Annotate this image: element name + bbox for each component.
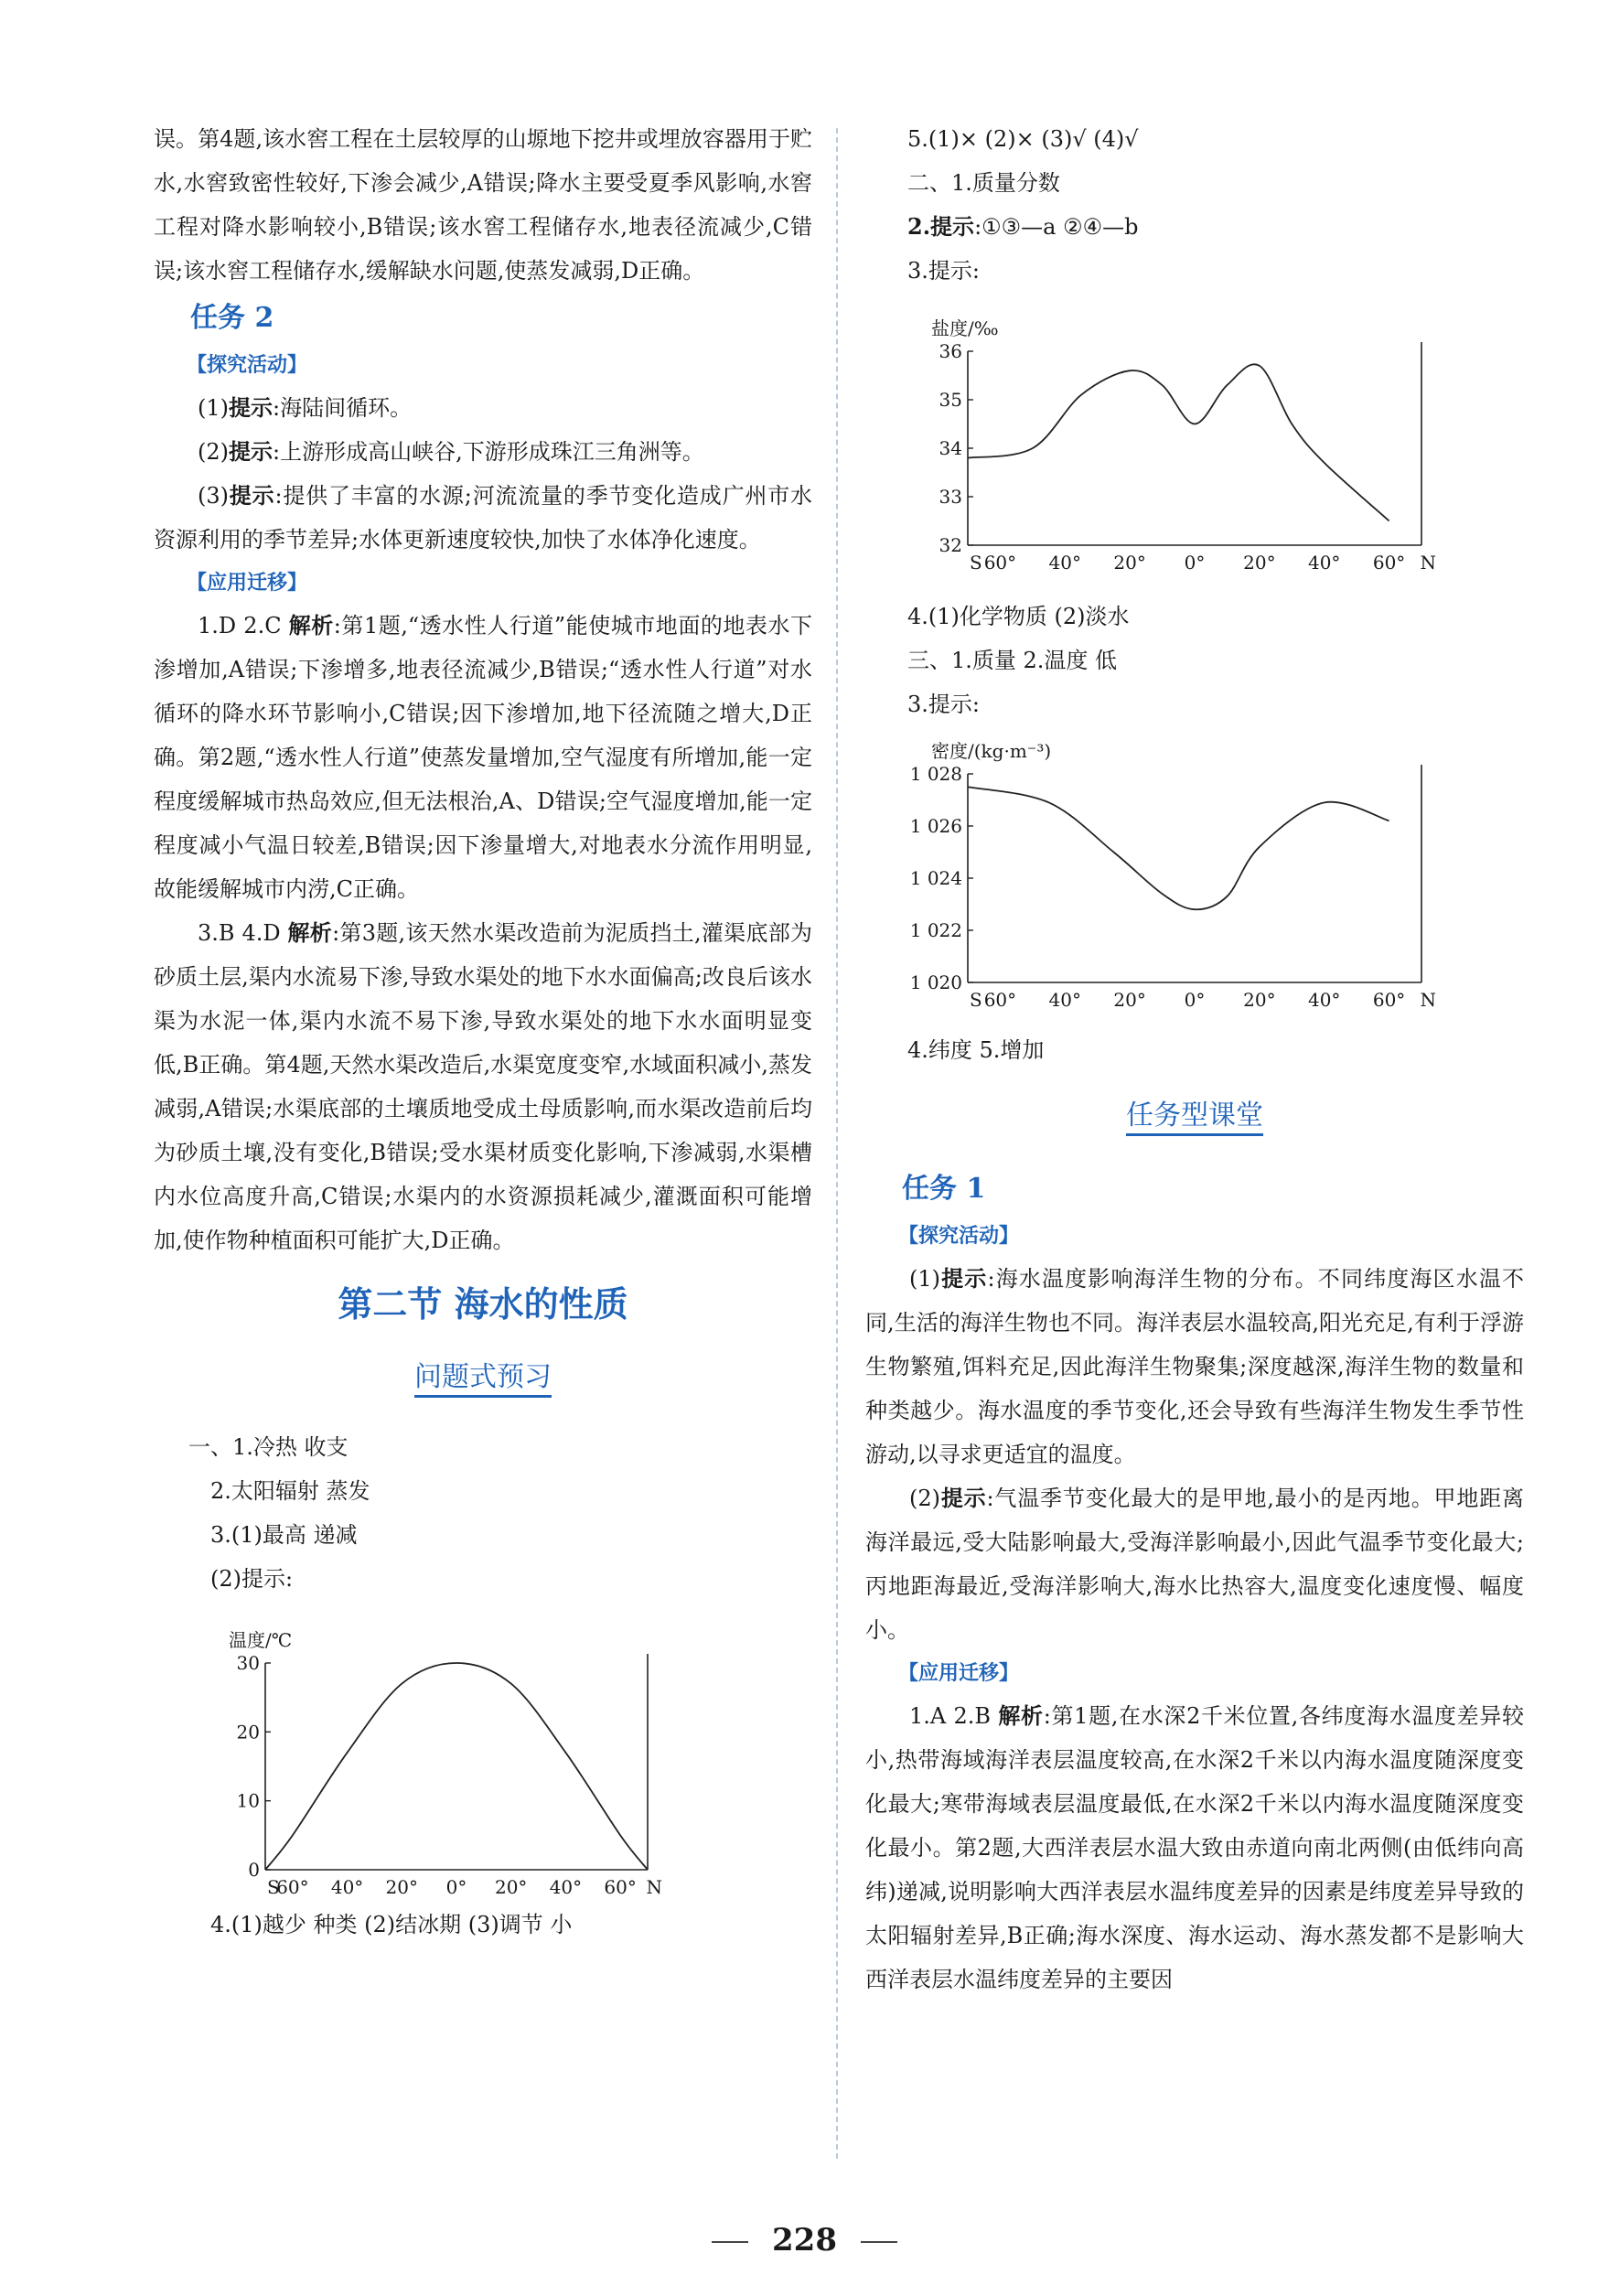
x-tick-label: 40° (1307, 989, 1341, 1011)
preview-line-2: 2.太阳辐射 蒸发 (210, 1478, 370, 1504)
x-tick-label: N (1420, 989, 1436, 1011)
y-axis-label: 密度/(kg·m⁻³) (931, 740, 1052, 762)
y-tick-label: 1 028 (909, 763, 962, 785)
preview-line-3: 3.(1)最高 递减 (210, 1522, 358, 1548)
answer-1: (1)提示:海陆间循环。 (198, 394, 413, 421)
data-curve (968, 364, 1389, 520)
x-tick-label: 40° (549, 1876, 583, 1898)
analysis-q1-q2: 1.D 2.C 解析:第1题,“透水性人行道”能使城市地面的地表水下渗增加,A错误;下渗增多,地表径流减少,B错误;“透水性人行道”对水循环的降水环节影响小,C错误;因下渗增加,地下径流随之增大,D正确。第2题,“透水性人行道”使蒸发量增加,空气湿度有所增加,能一定程度缓解城市热岛效应,但无法根治,A、D错误;空气湿度增加,能一定程度减小气温日较差,B错误;因下渗量增大,对地表水分流作用明显,故能缓解城市内涝,C正确。 (154, 612, 812, 902)
y-tick-label: 20 (236, 1721, 260, 1743)
y-tick-label: 0 (248, 1859, 260, 1881)
x-tick-label: N (1420, 552, 1436, 574)
x-tick-label: S (267, 1876, 280, 1898)
x-tick-label: 60° (1372, 552, 1406, 574)
preview-title: 问题式预习 (154, 1352, 812, 1407)
right-line-4: 3.提示: (907, 258, 980, 284)
analysis-c: 1.A 2.B 解析:第1题,在水深2千米位置,各纬度海水温度差异较小,热带海域海洋表层温度较高,在水深2千米以内海水温度随深度变化最大;寒带海域表层温度最低,在水深2千米以内海水温度随深度变化最小。第2题,大西洋表层水温大致由赤道向南北两侧(由低纬向高纬)递减,说明影响大西洋表层水温纬度差异的因素是纬度差异导致的太阳辐射差异,B正确;海水深度、海水运动、海水蒸发都不是影响大西洋表层水温纬度差异的主要因 (865, 1702, 1525, 1992)
page-number: 228 (0, 2217, 1609, 2263)
right-line-3: 2.提示:①③—a ②④—b (907, 213, 1139, 240)
y-axis-label: 盐度/‰ (931, 317, 999, 339)
y-tick-label: 34 (939, 437, 962, 459)
explore-activity-tag-2: 【探究活动】 (898, 1224, 1020, 1248)
right-line-7: 3.提示: (907, 692, 980, 717)
right-line-2: 二、1.质量分数 (907, 170, 1060, 196)
x-tick-label: 0° (1184, 552, 1206, 574)
explore-activity-tag: 【探究活动】 (187, 353, 308, 377)
x-tick-label: 20° (1243, 989, 1276, 1011)
y-tick-label: 33 (939, 486, 962, 508)
y-tick-label: 1 022 (909, 919, 962, 941)
preview-line-1: 一、1.冷热 收支 (188, 1434, 349, 1460)
class-title: 任务型课堂 (865, 1090, 1524, 1145)
x-tick-label: 60° (983, 989, 1017, 1011)
section-title: 第二节 海水的性质 (338, 1283, 628, 1325)
y-tick-label: 10 (236, 1789, 260, 1812)
page-number-dash-left (712, 2241, 748, 2243)
x-tick-label: 60° (276, 1876, 309, 1898)
answer-b1: (1)提示:海水温度影响海洋生物的分布。不同纬度海区水温不同,生活的海洋生物也不同。海洋表层水温较高,阳光充足,有利于浮游生物繁殖,饵料充足,因此海洋生物聚集;深度越深,海洋生物的数量和种类越少。海水温度的季节变化,还会导致有些海洋生物发生季节性游动,以寻求更适宜的温度。 (865, 1265, 1524, 1467)
apply-transfer-tag-2: 【应用迁移】 (898, 1661, 1020, 1685)
temperature-chart (154, 1604, 703, 1897)
x-tick-label: 40° (330, 1876, 364, 1898)
preview-line-5: 4.(1)越少 种类 (2)结冰期 (3)调节 小 (210, 1912, 573, 1937)
x-tick-label: 60° (1372, 989, 1406, 1011)
x-tick-label: 40° (1048, 989, 1082, 1011)
task-2-heading: 任务 2 (190, 302, 274, 334)
salinity-chart (865, 296, 1436, 589)
x-tick-label: 20° (385, 1876, 419, 1898)
y-tick-label: 36 (939, 340, 962, 362)
right-line-6: 三、1.质量 2.温度 低 (907, 648, 1118, 673)
y-tick-label: 1 020 (909, 971, 962, 993)
answer-2: (2)提示:上游形成高山峡谷,下游形成珠江三角洲等。 (198, 438, 704, 465)
y-axis-label: 温度/℃ (229, 1629, 293, 1651)
y-tick-label: 1 026 (909, 815, 962, 837)
y-tick-label: 30 (236, 1652, 260, 1674)
data-curve (265, 1663, 648, 1870)
apply-transfer-tag: 【应用迁移】 (187, 571, 308, 595)
right-line-1: 5.(1)× (2)× (3)√ (4)√ (907, 126, 1139, 152)
left-column (154, 117, 812, 1947)
x-tick-label: 40° (1048, 552, 1082, 574)
density-chart (865, 730, 1436, 1023)
x-tick-label: 20° (1243, 552, 1276, 574)
right-line-5: 4.(1)化学物质 (2)淡水 (907, 604, 1130, 629)
x-tick-label: 20° (1113, 989, 1146, 1011)
column-divider (836, 128, 838, 2159)
answer-3: (3)提示:提供了丰富的水源;河流流量的季节变化造成广州市水资源利用的季节差异;水体更新速度较快,加快了水体净化速度。 (154, 482, 813, 553)
x-tick-label: 20° (494, 1876, 528, 1898)
x-tick-label: 60° (983, 552, 1017, 574)
task-1-heading: 任务 1 (902, 1173, 986, 1205)
answer-b2: (2)提示:气温季节变化最大的是甲地,最小的是丙地。甲地距离海洋最远,受大陆影响最大,受海洋影响最小,因此气温季节变化最大;丙地距海最近,受海洋影响大,海水比热容大,温度变化速度慢、幅度小。 (865, 1485, 1525, 1643)
x-tick-label: 0° (1184, 989, 1206, 1011)
x-tick-label: 40° (1307, 552, 1341, 574)
y-tick-label: 32 (939, 534, 962, 556)
y-tick-label: 1 024 (909, 867, 962, 889)
x-tick-label: S (970, 989, 982, 1011)
preview-line-4: (2)提示: (210, 1566, 294, 1592)
y-tick-label: 35 (939, 389, 962, 411)
paragraph-continued: 误。第4题,该水窖工程在土层较厚的山塬地下挖井或埋放容器用于贮水,水窖致密性较好,下渗会减少,A错误;降水主要受夏季风影响,水窖工程对降水影响较小,B错误;该水窖工程储存水,地表径流减少,C错误;该水窖工程储存水,缓解缺水问题,使蒸发减弱,D正确。 (154, 126, 812, 284)
x-tick-label: 20° (1113, 552, 1146, 574)
x-tick-label: 0° (445, 1876, 467, 1898)
right-column (865, 117, 1524, 2001)
analysis-q3-q4: 3.B 4.D 解析:第3题,该天然水渠改造前为泥质挡土,灌渠底部为砂质土层,渠内水流易下渗,导致水渠处的地下水水面偏高;改良后该水渠为水泥一体,渠内水流不易下渗,导致水渠处的地下水水面明显变低,B正确。第4题,天然水渠改造后,水渠宽度变窄,水域面积减小,蒸发减弱,A错误;水渠底部的土壤质地受成土母质影响,而水渠改造前后均为砂质土壤,没有变化,B错误;受水渠材质变化影响,下渗减弱,水渠槽内水位高度升高,C错误;水渠内的水资源损耗减少,灌溉面积可能增加,使作物种植面积可能扩大,D正确。 (154, 919, 812, 1253)
x-tick-label: 60° (604, 1876, 637, 1898)
data-curve (968, 787, 1389, 909)
x-tick-label: N (646, 1876, 662, 1898)
x-tick-label: S (970, 552, 982, 574)
page-number-dash-right (861, 2241, 897, 2243)
right-line-8: 4.纬度 5.增加 (907, 1037, 1045, 1063)
